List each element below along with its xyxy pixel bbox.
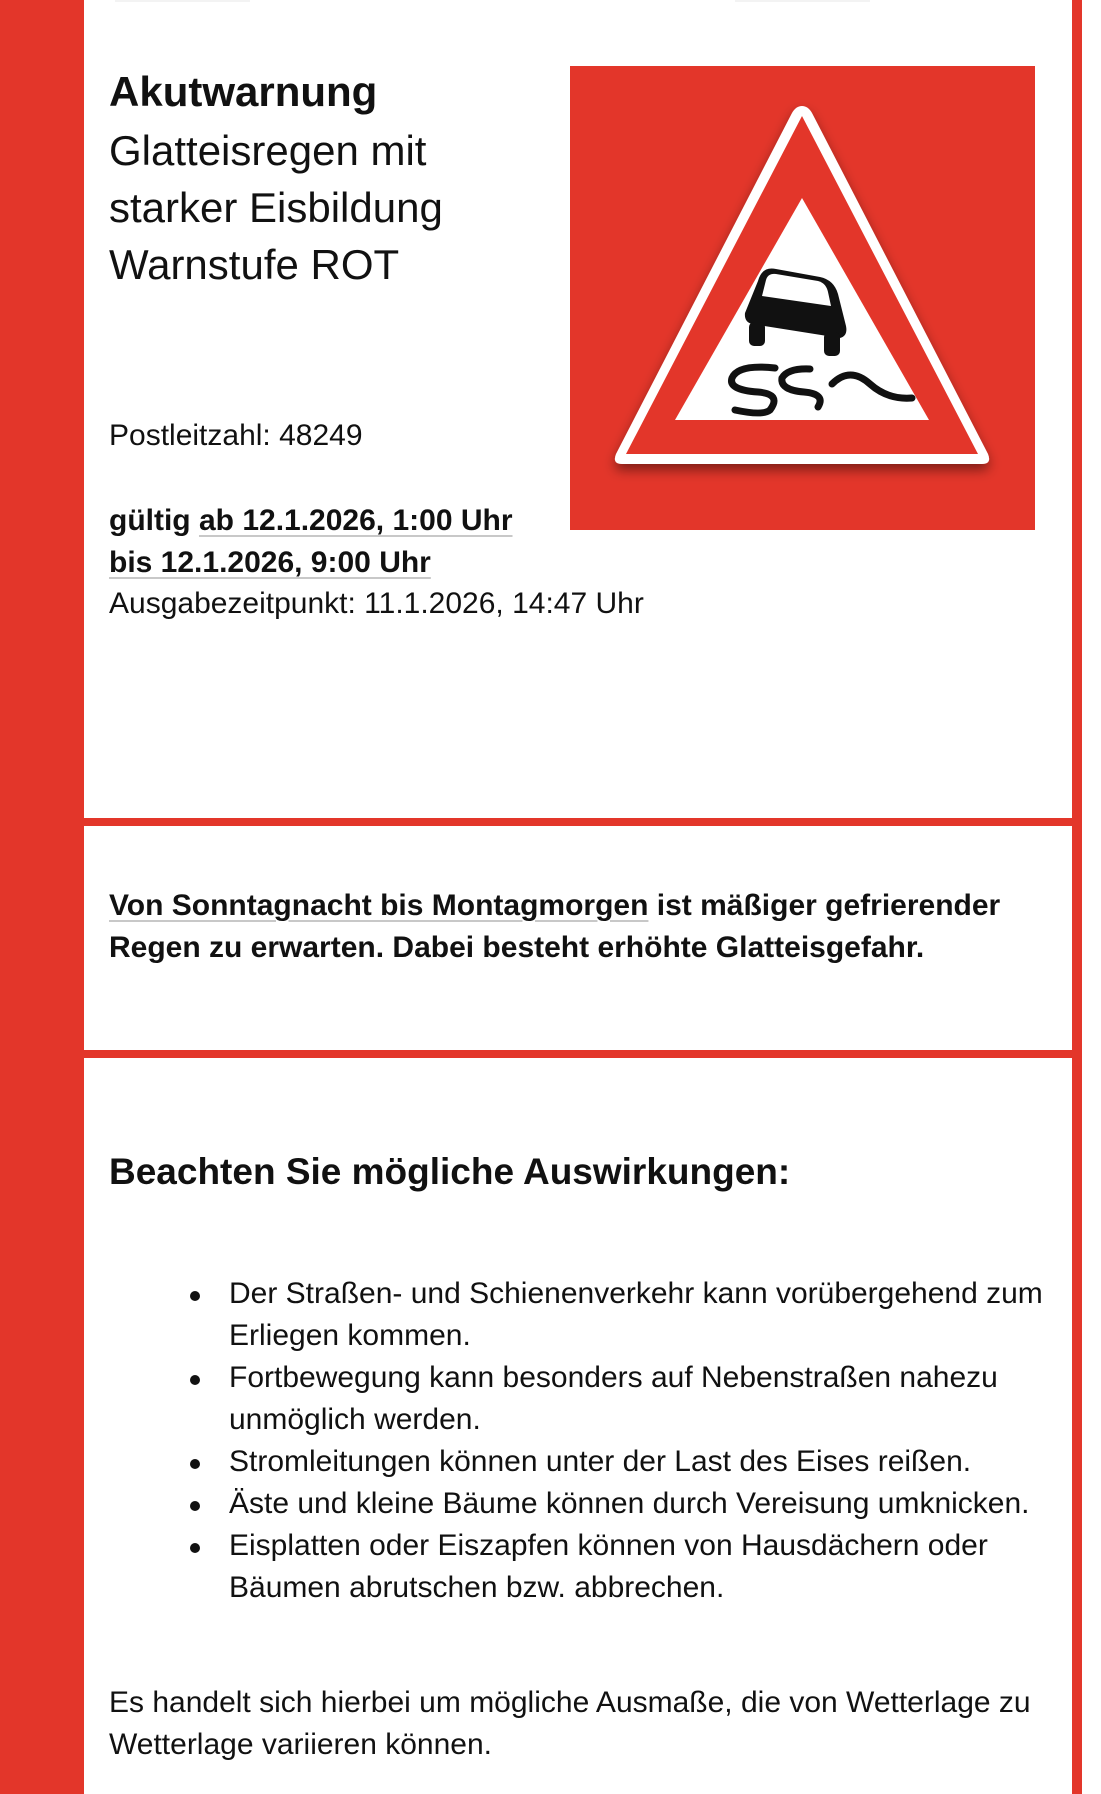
list-item [109, 1441, 1069, 1483]
top-divider-faint [115, 0, 250, 2]
list-item-text: Der Straßen- und Schienenverkehr kann vorübergehend zum Erliegen kommen. [229, 1277, 1043, 1352]
section-divider [84, 818, 1072, 826]
list-item [109, 1483, 1069, 1525]
warning-title: Akutwarnung [109, 68, 378, 115]
list-item-text: Fortbewegung kann besonders auf Nebenstraßen nahezu unmöglich werden. [229, 1361, 998, 1436]
warning-subtitle [109, 122, 443, 293]
list-item-text: Äste und kleine Bäume können durch Vereisung umknicken. [229, 1487, 1030, 1520]
validity-prefix: gültig [109, 504, 199, 537]
valid-until-link[interactable]: bis 12.1.2026, 9:00 Uhr [109, 546, 431, 579]
summary-text [109, 885, 1064, 969]
issue-time: Ausgabezeitpunkt: 11.1.2026, 14:47 Uhr [109, 587, 644, 620]
bullet-icon [190, 1291, 200, 1301]
postal-code: Postleitzahl: 48249 [109, 419, 363, 452]
list-item [109, 1357, 1069, 1441]
effects-heading: Beachten Sie mögliche Auswirkungen: [109, 1151, 791, 1192]
bullet-icon [190, 1501, 200, 1511]
right-red-border [1072, 0, 1082, 1794]
time-range-link[interactable]: Von Sonntagnacht bis Montagmorgen [109, 889, 649, 922]
effects-list [109, 1273, 1069, 1609]
bullet-icon [190, 1459, 200, 1469]
bullet-icon [190, 1543, 200, 1553]
section-divider [84, 1050, 1072, 1058]
slippery-road-sign-graphic [570, 66, 1035, 530]
list-item [109, 1273, 1069, 1357]
validity-period [109, 500, 513, 584]
top-divider-faint [735, 0, 870, 2]
list-item [109, 1525, 1069, 1609]
slippery-road-sign-icon [570, 66, 1035, 530]
summary-body: ist mäßiger gefrierender Regen zu erwarten. Dabei besteht erhöhte Glatteisgefahr. [109, 889, 1001, 964]
left-red-border [0, 0, 84, 1794]
valid-from-link[interactable]: ab 12.1.2026, 1:00 Uhr [198, 504, 513, 537]
effects-footnote: Es handelt sich hierbei um mögliche Ausmaße, die von Wetterlage zu Wetterlage variieren können. [109, 1686, 1031, 1761]
warning-level: Warnstufe ROT [109, 241, 400, 288]
list-item-text: Eisplatten oder Eiszapfen können von Hausdächern oder Bäumen abrutschen bzw. abbrechen. [229, 1529, 988, 1604]
warning-subtitle-line: starker Eisbildung [109, 184, 443, 231]
warning-subtitle-line: Glatteisregen mit [109, 127, 427, 174]
bullet-icon [190, 1375, 200, 1385]
list-item-text: Stromleitungen können unter der Last des Eises reißen. [229, 1445, 972, 1478]
